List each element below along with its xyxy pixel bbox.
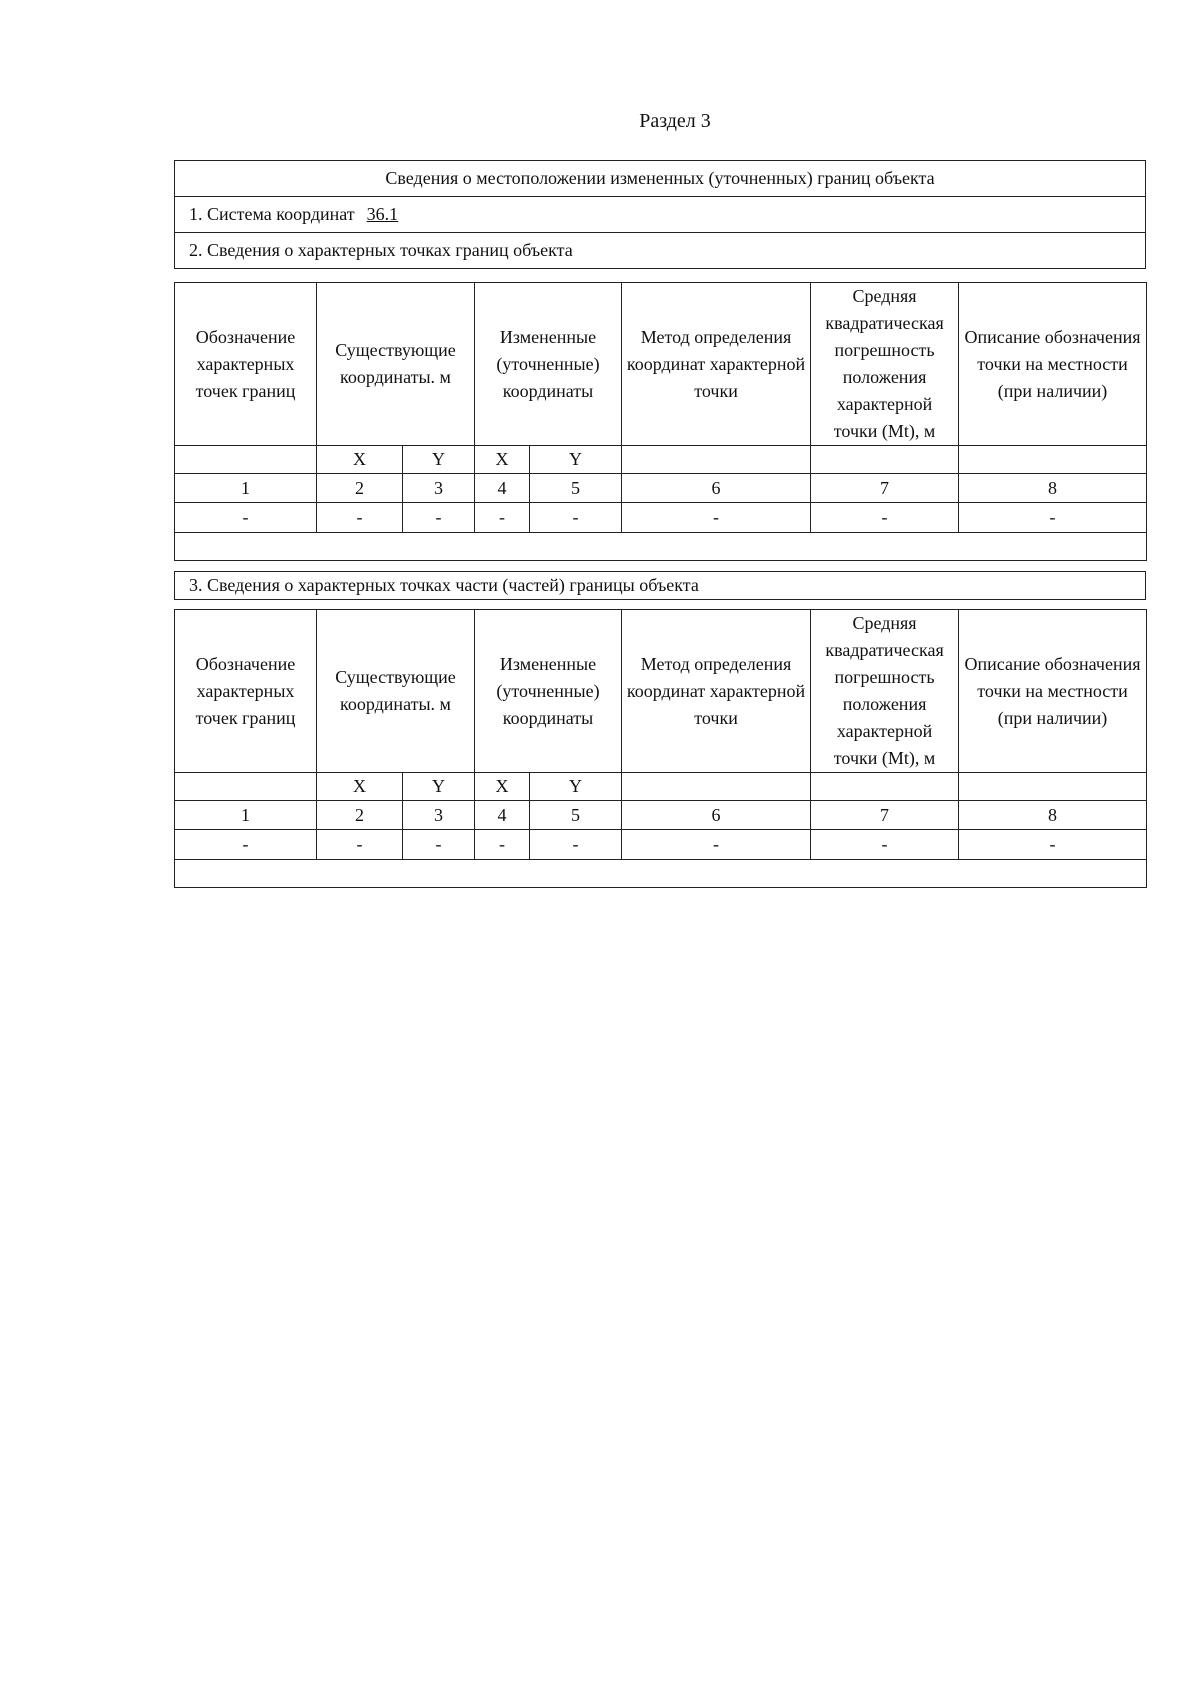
col-number: 7 (811, 474, 959, 503)
xy-cell (959, 446, 1147, 474)
dash-cell: - (959, 503, 1147, 533)
coord-system-label: 1. Система координат (189, 204, 355, 224)
dash-cell: - (317, 830, 403, 860)
dash-cell: - (530, 503, 622, 533)
col-number: 4 (475, 474, 530, 503)
dash-cell: - (175, 503, 317, 533)
col-number: 8 (959, 801, 1147, 830)
info-frame (174, 160, 1146, 269)
header-description: Описание обозначения точки на местности (при наличии) (959, 610, 1147, 773)
col-number: 1 (175, 474, 317, 503)
y-label: Y (530, 773, 622, 801)
x-label: X (317, 773, 403, 801)
col-number: 5 (530, 474, 622, 503)
dash-cell: - (403, 503, 475, 533)
col-number: 8 (959, 474, 1147, 503)
col-number: 6 (622, 474, 811, 503)
header-error: Средняя квадратическая погрешность положения характерной точки (Mt), м (811, 610, 959, 773)
section3-title: 3. Сведения о характерных точках части (частей) границы объекта (175, 572, 1146, 600)
header-existing-coords: Существующие координаты. м (317, 610, 475, 773)
dash-cell: - (317, 503, 403, 533)
dash-cell: - (811, 503, 959, 533)
main-title: Сведения о местоположении измененных (уточненных) границ объекта (175, 161, 1146, 197)
empty-row (175, 533, 1147, 561)
dash-cell: - (811, 830, 959, 860)
x-label: X (475, 773, 530, 801)
dash-cell: - (959, 830, 1147, 860)
col-number: 3 (403, 474, 475, 503)
xy-cell (175, 446, 317, 474)
section3-frame (174, 571, 1146, 600)
header-designation: Обозначение характерных точек границ (175, 283, 317, 446)
dash-cell: - (622, 830, 811, 860)
page-title: Раздел 3 (639, 110, 711, 132)
dash-cell: - (475, 830, 530, 860)
points-table (174, 282, 1147, 561)
y-label: Y (403, 773, 475, 801)
part-points-table (174, 609, 1147, 888)
header-error: Средняя квадратическая погрешность положения характерной точки (Mt), м (811, 283, 959, 446)
y-label: Y (530, 446, 622, 474)
section2-title: 2. Сведения о характерных точках границ объекта (175, 233, 1146, 269)
header-method: Метод определения координат характерной точки (622, 610, 811, 773)
xy-cell (622, 773, 811, 801)
coord-system-row (175, 197, 1146, 233)
y-label: Y (403, 446, 475, 474)
col-number: 2 (317, 801, 403, 830)
dash-cell: - (403, 830, 475, 860)
xy-cell (622, 446, 811, 474)
header-description: Описание обозначения точки на местности (при наличии) (959, 283, 1147, 446)
col-number: 7 (811, 801, 959, 830)
xy-cell (959, 773, 1147, 801)
header-designation: Обозначение характерных точек границ (175, 610, 317, 773)
x-label: X (317, 446, 403, 474)
col-number: 5 (530, 801, 622, 830)
col-number: 4 (475, 801, 530, 830)
xy-cell (811, 773, 959, 801)
xy-cell (175, 773, 317, 801)
col-number: 1 (175, 801, 317, 830)
dash-cell: - (530, 830, 622, 860)
col-number: 2 (317, 474, 403, 503)
header-existing-coords: Существующие координаты. м (317, 283, 475, 446)
coord-system-value: 36.1 (366, 204, 399, 224)
dash-cell: - (175, 830, 317, 860)
col-number: 3 (403, 801, 475, 830)
col-number: 6 (622, 801, 811, 830)
header-method: Метод определения координат характерной точки (622, 283, 811, 446)
empty-row (175, 860, 1147, 888)
header-changed-coords: Измененные (уточненные) координаты (475, 610, 622, 773)
dash-cell: - (622, 503, 811, 533)
xy-cell (811, 446, 959, 474)
x-label: X (475, 446, 530, 474)
dash-cell: - (475, 503, 530, 533)
header-changed-coords: Измененные (уточненные) координаты (475, 283, 622, 446)
